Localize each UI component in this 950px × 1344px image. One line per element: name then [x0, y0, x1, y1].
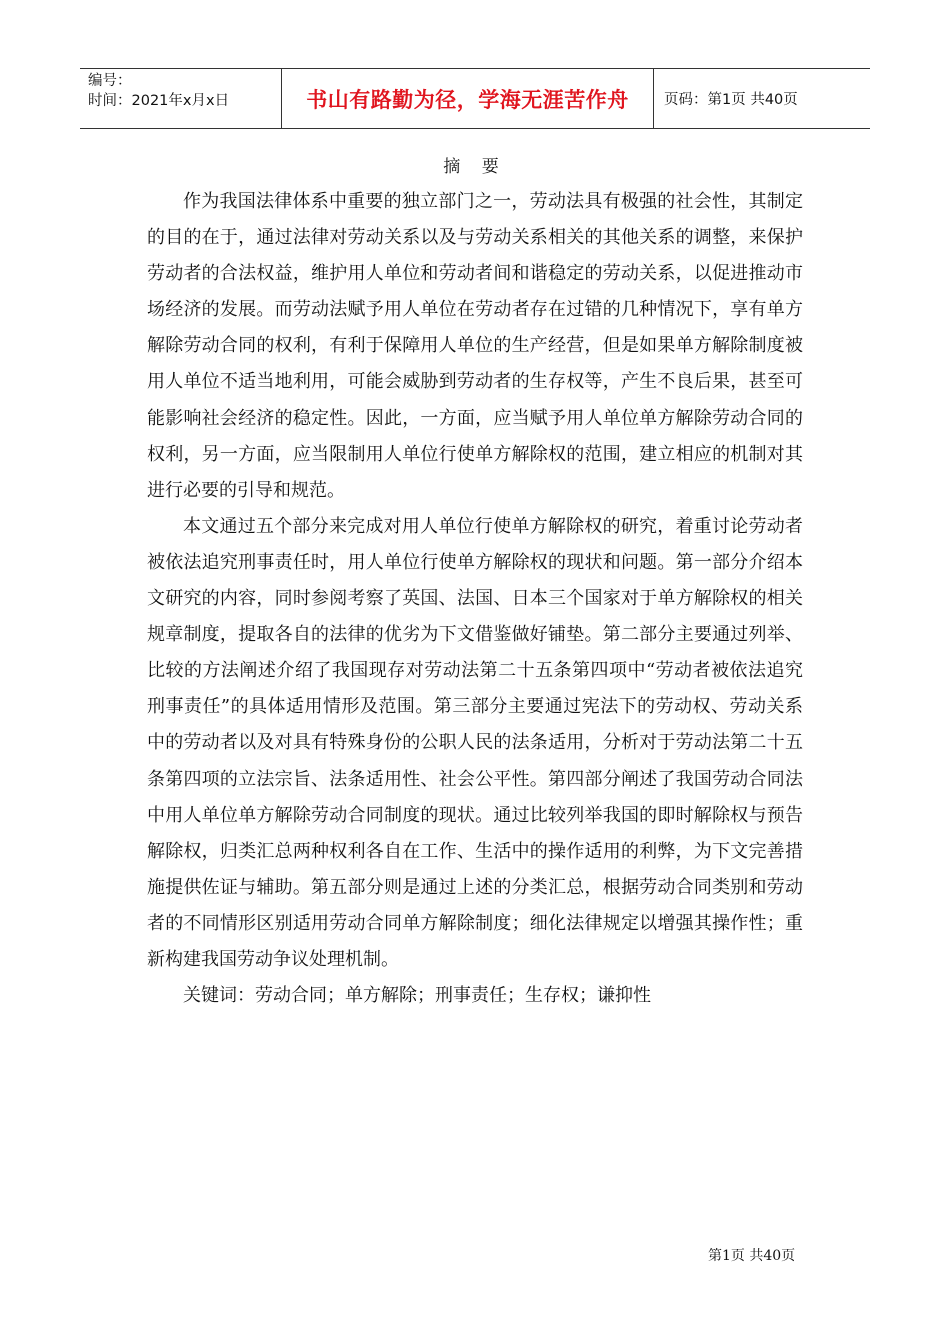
paragraph-1: 作为我国法律体系中重要的独立部门之一，劳动法具有极强的社会性，其制定的目的在于，通过法律对劳动关系以及与劳动关系相关的其他关系的调整，来保护劳动者的合法权益，维护用人单位和劳动者间和谐稳定的劳动关系，以促进推动市场经济的发展。而劳动法赋予用人单位在劳动者存在过错的几种情况下，享有单方解除劳动合同的权利，有利于保障用人单位的生产经营，但是如果单方解除制度被用人单位不适当地利用，可能会威胁到劳动者的生存权等，产生不良后果，甚至可能影响社会经济的稳定性。因此，一方面，应当赋予用人单位单方解除劳动合同的权利，另一方面，应当限制用人单位行使单方解除权的范围，建立相应的机制对其进行必要的引导和规范。 — [147, 191, 803, 501]
header-meta — [80, 69, 282, 128]
header-motto: 书山有路勤为径，学海无涯苦作舟 — [282, 69, 654, 128]
header-page-info: 页码：第1页 共40页 — [664, 92, 798, 108]
abstract-body — [147, 184, 803, 1014]
keywords-paragraph: 关键词：劳动合同；单方解除；刑事责任；生存权；谦抑性 — [183, 985, 651, 1007]
paragraph-2: 本文通过五个部分来完成对用人单位行使单方解除权的研究，着重讨论劳动者被依法追究刑事责任时，用人单位行使单方解除权的现状和问题。第一部分介绍本文研究的内容，同时参阅考察了英国、法国、日本三个国家对于单方解除权的相关规章制度，提取各自的法律的优劣为下文借鉴做好铺垫。第二部分主要通过列举、比较的方法阐述介绍了我国现存对劳动法第二十五条第四项中“劳动者被依法追究刑事责任”的具体适用情形及范围。第三部分主要通过宪法下的劳动权、劳动关系中的劳动者以及对具有特殊身份的公职人民的法条适用，分析对于劳动法第二十五条第四项的立法宗旨、法条适用性、社会公平性。第四部分阐述了我国劳动合同法中用人单位单方解除劳动合同制度的现状。通过比较列举我国的即时解除权与预告解除权，归类汇总两种权利各自在工作、生活中的操作适用的利弊，为下文完善措施提供佐证与辅助。第五部分则是通过上述的分类汇总，根据劳动合同类别和劳动者的不同情形区别适用劳动合同单方解除制度；细化法律规定以增强其操作性；重新构建我国劳动争议处理机制。 — [147, 515, 803, 970]
abstract-title: 摘 要 — [443, 157, 507, 177]
number-label: 编号： — [88, 73, 132, 89]
time-label: 时间：2021年x月x日 — [88, 93, 230, 109]
page-footer: 第1页 共40页 — [708, 1248, 796, 1264]
page-header — [80, 68, 870, 129]
